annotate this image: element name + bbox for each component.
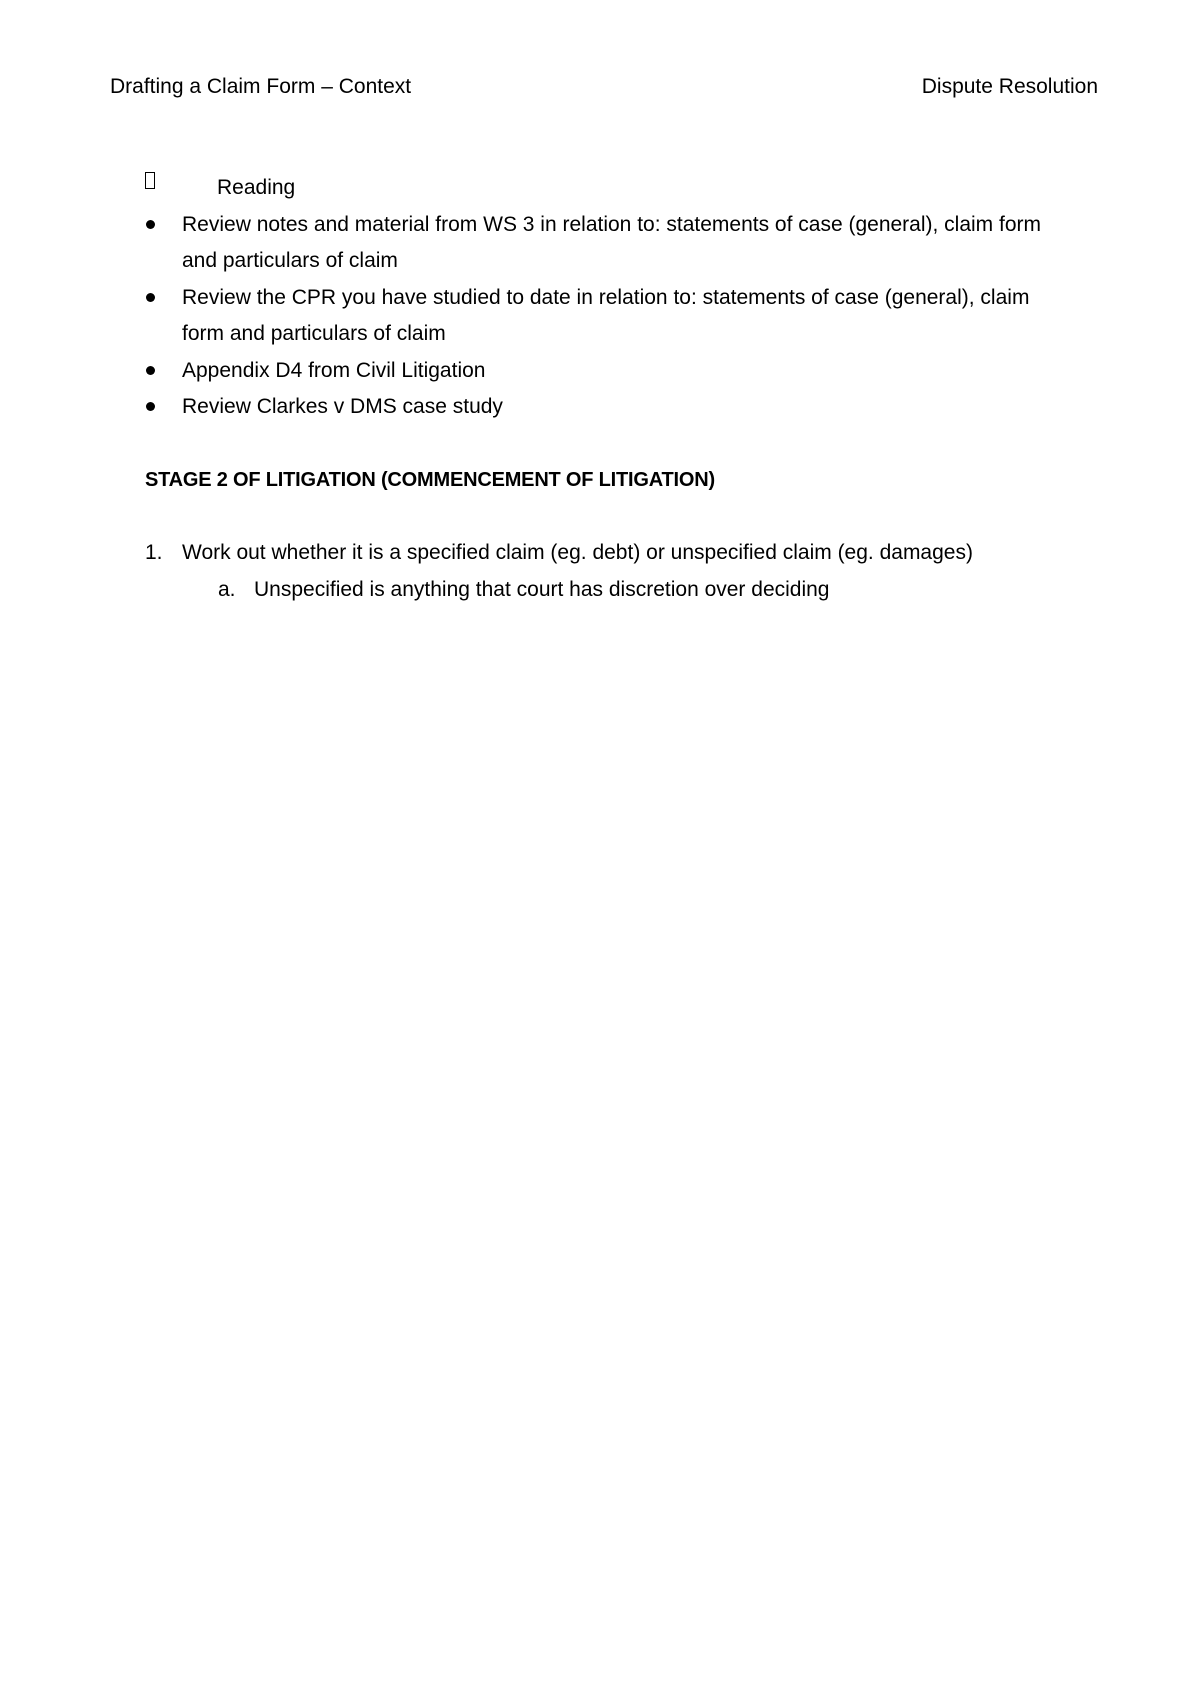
list-item-text: Review the CPR you have studied to date in relation to: statements of case (general), claim form and particulars of claim <box>182 285 1030 345</box>
sub-step-label: a. <box>218 577 236 601</box>
bullet-icon <box>145 280 182 317</box>
sub-step-item <box>145 572 1065 609</box>
sub-step-text: Unspecified is anything that court has discretion over deciding <box>254 577 830 601</box>
list-item <box>145 389 1065 426</box>
header-title: Drafting a Claim Form – Context <box>110 75 412 98</box>
step-item <box>145 535 1065 572</box>
steps-list <box>145 535 1065 608</box>
list-item-text: Appendix D4 from Civil Litigation <box>182 358 486 382</box>
list-item <box>145 353 1065 390</box>
section-heading: STAGE 2 OF LITIGATION (COMMENCEMENT OF LITIGATION) <box>145 469 715 491</box>
list-item <box>145 280 1065 353</box>
missing-glyph-icon <box>145 170 217 207</box>
reading-heading <box>145 170 1065 207</box>
list-item-text: Review notes and material from WS 3 in relation to: statements of case (general), claim form and particulars of claim <box>182 212 1042 272</box>
bullet-icon <box>145 389 182 426</box>
list-item <box>145 207 1065 280</box>
step-text: Work out whether it is a specified claim (eg. debt) or unspecified claim (eg. damages) <box>182 541 973 564</box>
header-subject: Dispute Resolution <box>921 75 1098 98</box>
bullet-icon <box>145 207 182 244</box>
document-body <box>145 170 1065 608</box>
reading-list <box>145 207 1065 426</box>
reading-label: Reading <box>217 176 296 199</box>
list-item-text: Review Clarkes v DMS case study <box>182 395 503 418</box>
step-number: 1. <box>145 541 163 564</box>
bullet-icon <box>145 353 182 390</box>
